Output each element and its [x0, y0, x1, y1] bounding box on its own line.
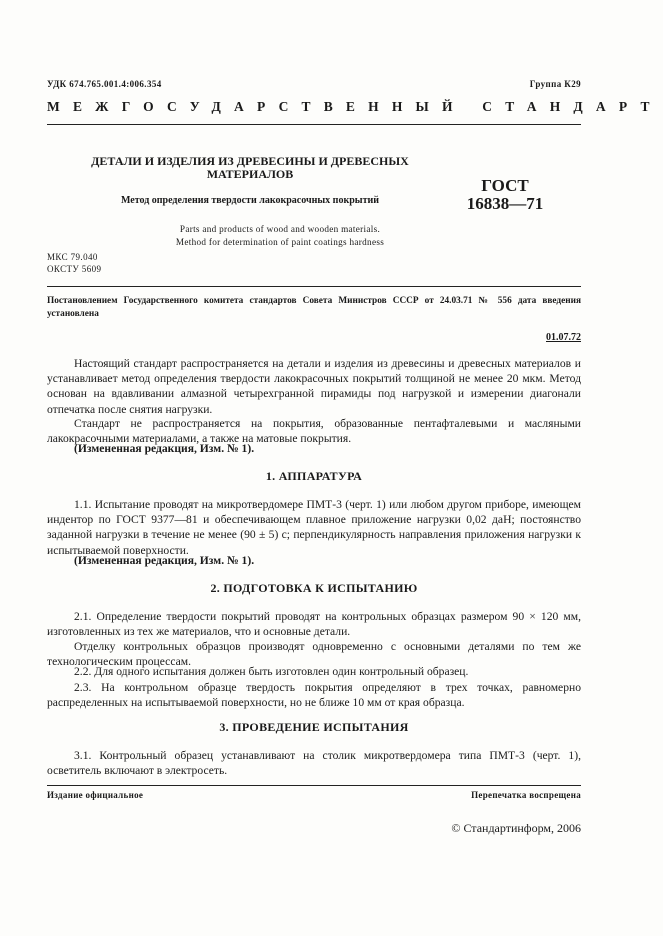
reprint-note: Перепечатка воспрещена — [471, 790, 581, 800]
udk-code: УДК 674.765.001.4:006.354 — [47, 79, 162, 89]
section-2-paragraph-3: 2.2. Для одного испытания должен быть изготовлен один контрольный образец. — [74, 665, 469, 678]
title-rule — [47, 286, 581, 287]
intro-date: 01.07.72 — [546, 332, 581, 343]
footer-rule — [47, 785, 581, 786]
title-en-line2: Method for determination of paint coatings hardness — [175, 237, 385, 247]
intro-amendment-note: (Измененная редакция, Изм. № 1). — [74, 442, 255, 455]
group-code: Группа К29 — [529, 79, 581, 89]
section-3-title: 3. ПРОВЕДЕНИЕ ИСПЫТАНИЯ — [219, 720, 409, 734]
edition-note: Издание официальное — [47, 790, 144, 800]
section-2-paragraph-2: Отделку контрольных образцов производят одновременно с основными деталями по тем же технологическим процессам. — [47, 640, 581, 669]
intro-paragraph-2: Стандарт не распространяется на покрытия, образованные пентафталевыми и масляными лакокрасочными материалами, а также на матовые покрытия. — [47, 417, 581, 446]
mks-code: МКС 79.040 — [47, 252, 98, 262]
section-2-paragraph-4: 2.3. На контрольном образце твердость покрытия определяют в трех точках, равномерно распределенных на испытываемой поверхности, но не ближе 10 мм от края образца. — [47, 681, 581, 710]
header-rule — [47, 124, 581, 125]
copyright-note: © Стандартинформ, 2006 — [451, 821, 581, 835]
gost-number: 16838—71 — [466, 194, 544, 213]
section-1-amendment-note: (Измененная редакция, Изм. № 1). — [74, 554, 255, 567]
section-1-paragraph-1: 1.1. Испытание проводят на микротвердомере ПМТ-3 (черт. 1) или любом другом приборе, имеющем индентор по ГОСТ 9377—81 и обеспечивающем плавное приложение нагрузки 0,02 даН; постоянство заданной нагрузки в течение не менее (90 ± 5) с; перпендикулярность направления приложения нагрузки к испытываемой поверхности. — [47, 498, 581, 557]
document-subtitle: Метод определения твердости лакокрасочных покрытий — [120, 195, 380, 206]
section-2-title: 2. ПОДГОТОВКА К ИСПЫТАНИЮ — [210, 581, 418, 595]
section-2-paragraph-1: 2.1. Определение твердости покрытий проводят на контрольных образцах размером 90 × 120 мм, изготовленных из тех же материалов, что и основные детали. — [47, 610, 581, 639]
gost-label: ГОСТ — [481, 176, 529, 195]
okstu-code: ОКСТУ 5609 — [47, 264, 102, 274]
section-1-title: 1. АППАРАТУРА — [265, 469, 363, 483]
intro-paragraph-1: Настоящий стандарт распространяется на детали и изделия из древесины и древесных материалов и устанавливает метод определения твердости лакокрасочных покрытий толщиной не менее 20 мкм. Метод основан на вдавливании алмазной четырехгранной пирамиды под нагрузкой и измерении диагонали отпечатка после снятия нагрузки. — [47, 357, 581, 416]
title-en-line1: Parts and products of wood and wooden materials. — [179, 224, 381, 234]
standard-type-heading: МЕЖГОСУДАРСТВЕННЫЙ СТАНДАРТ — [47, 99, 663, 114]
section-3-paragraph-1: 3.1. Контрольный образец устанавливают на столик микротвердомера типа ПМТ-3 (черт. 1), осветитель включают в электросеть. — [47, 749, 581, 778]
decree-text: Постановлением Государственного комитета стандартов Совета Министров СССР от 24.03.71 № 556 дата введения установлена — [47, 296, 581, 319]
document-title: ДЕТАЛИ И ИЗДЕЛИЯ ИЗ ДРЕВЕСИНЫ И ДРЕВЕСНЫХ МАТЕРИАЛОВ — [91, 154, 409, 181]
